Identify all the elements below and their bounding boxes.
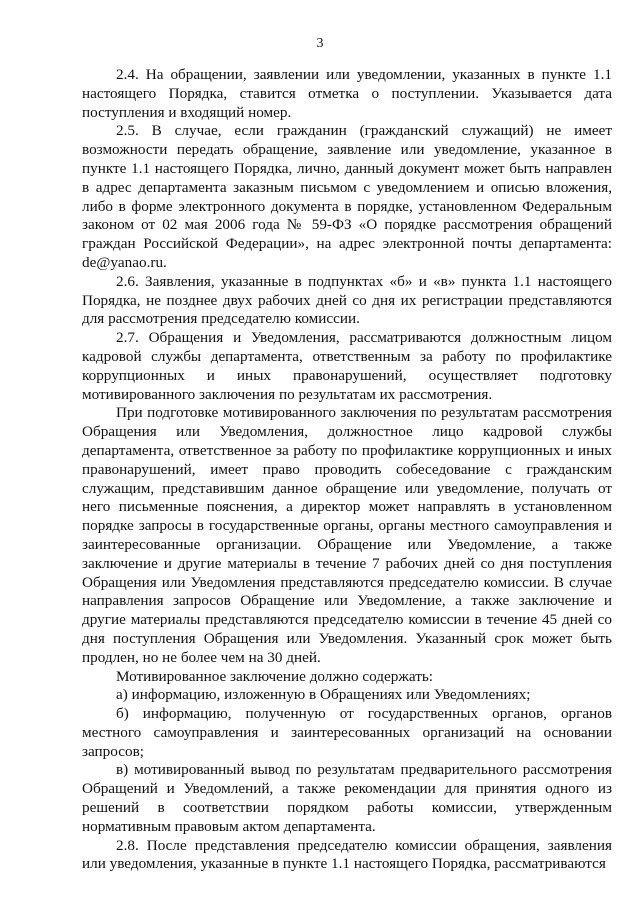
document-body <box>82 66 612 874</box>
list-item-b: б) информацию, полученную от государственных органов, органов местного самоуправления и заинтересованных организаций на основании запросов; <box>82 705 612 760</box>
paragraph-2-7: 2.7. Обращения и Уведомления, рассматриваются должностным лицом кадровой службы департамента, ответственным за работу по профилактике коррупционных и иных правонарушений, осуществляет подготовку мотивированного заключения по результатам их рассмотрения. <box>82 329 612 403</box>
paragraph-2-4: 2.4. На обращении, заявлении или уведомлении, указанных в пункте 1.1 настоящего Порядка, ставится отметка о поступлении. Указывается дата поступления и входящий номер. <box>82 66 612 121</box>
paragraph-preparation: При подготовке мотивированного заключения по результатам рассмотрения Обращения или Уведомления, должностное лицо кадровой службы департамента, ответственное за работу по профилактике коррупционных и иных правонарушений, имеет право проводить собеседование с гражданским служащим, представившим данное обращение или уведомление, получать от него письменные пояснения, а директор может направлять в установленном порядке запросы в государственные органы, органы местного самоуправления и заинтересованные организации. Обращение или Уведомление, а также заключение и другие материалы в течение 7 рабочих дней со дня поступления Обращения или Уведомления представляются председателю комиссии. В случае направления запросов Обращение или Уведомление, а также заключение и другие материалы представляются председателю комиссии в течение 45 дней со дня поступления Обращения или Уведомления. Указанный срок может быть продлен, но не более чем на 30 дней. <box>82 404 612 666</box>
page-number: 3 <box>316 36 324 51</box>
paragraph-2-8: 2.8. После представления председателю комиссии обращения, заявления или уведомления, указанные в пункте 1.1 настоящего Порядка, рассматриваются <box>82 836 612 873</box>
list-item-a: а) информацию, изложенную в Обращениях или Уведомлениях; <box>116 686 531 704</box>
paragraph-2-5: 2.5. В случае, если гражданин (гражданский служащий) не имеет возможности передать обращение, заявление или уведомление, указанное в пункте 1.1 настоящего Порядка, лично, данный документ может быть направлен в адрес департамента заказным письмом с уведомлением и описью вложения, либо в форме электронного документа в порядке, установленном Федеральным законом от 02 мая 2006 года № 59-ФЗ «О порядке рассмотрения обращений граждан Российской Федерации», на адрес электронной почты департамента: de@yanao.ru. <box>82 122 612 271</box>
paragraph-conclusion-intro: Мотивированное заключение должно содержать: <box>116 667 433 685</box>
list-item-v: в) мотивированный вывод по результатам предварительного рассмотрения Обращений и Уведомлений, а также рекомендации для принятия одного из решений в соответствии порядком работы комиссии, утвержденным нормативным правовым актом департамента. <box>82 761 612 835</box>
paragraph-2-6: 2.6. Заявления, указанные в подпунктах «б» и «в» пункта 1.1 настоящего Порядка, не позднее двух рабочих дней со дня их регистрации представляются для рассмотрения председателю комиссии. <box>82 272 612 328</box>
